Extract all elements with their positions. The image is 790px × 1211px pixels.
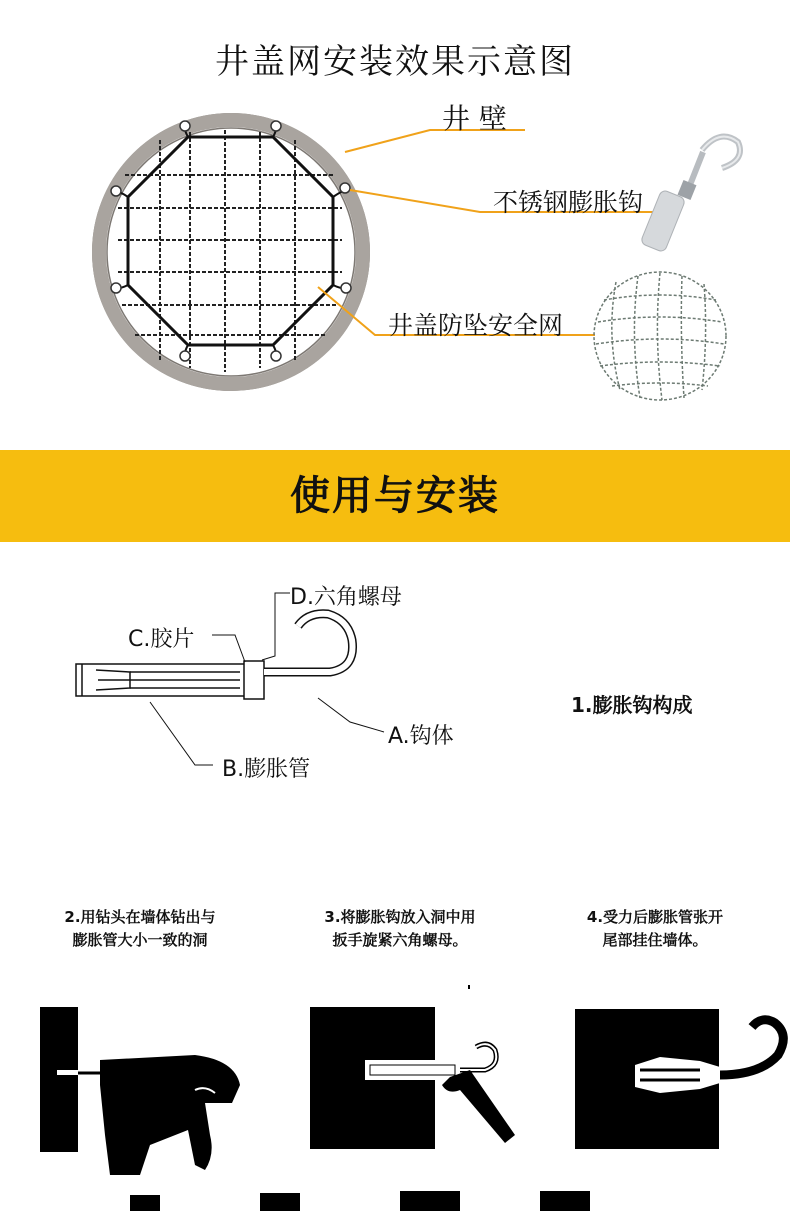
step-1-title: 1.膨胀钩构成 [571, 693, 693, 717]
drill-illustration [40, 1007, 240, 1175]
net-product-image [594, 272, 726, 400]
step-4-line-1: 4.受力后膨胀管张开 [586, 908, 724, 926]
label-hex-nut: D.六角螺母 [290, 585, 402, 610]
step-2-line-1: 2.用钻头在墙体钻出与 [64, 908, 216, 926]
step-4-line-2: 尾部挂住墙体。 [602, 931, 708, 949]
label-hook-body: A.钩体 [388, 724, 454, 749]
step-2-title [30, 906, 250, 952]
installation-steps-illustrations [0, 985, 790, 1211]
anchored-hook-illustration [575, 1009, 783, 1149]
callout-expansion-hook: 不锈钢膨胀钩 [493, 188, 644, 217]
banner-title: 使用与安装 [290, 473, 500, 519]
label-rubber-washer: C.胶片 [128, 627, 195, 652]
step-3-title [290, 906, 510, 952]
step-2-line-2: 膨胀管大小一致的洞 [72, 931, 208, 949]
hook-product-image [640, 137, 740, 253]
wrench-illustration [310, 985, 515, 1149]
section-banner [0, 450, 790, 542]
step-3-line-2: 扳手旋紧六角螺母。 [332, 931, 468, 949]
manhole-diagram [0, 0, 790, 450]
callout-well-wall: 井 壁 [442, 102, 507, 135]
callout-safety-net: 井盖防坠安全网 [388, 311, 564, 340]
step-4-title [555, 906, 755, 952]
step-3-line-1: 3.将膨胀钩放入洞中用 [324, 908, 476, 926]
label-expansion-tube: B.膨胀管 [222, 757, 311, 782]
page-title: 井盖网安装效果示意图 [215, 42, 575, 82]
